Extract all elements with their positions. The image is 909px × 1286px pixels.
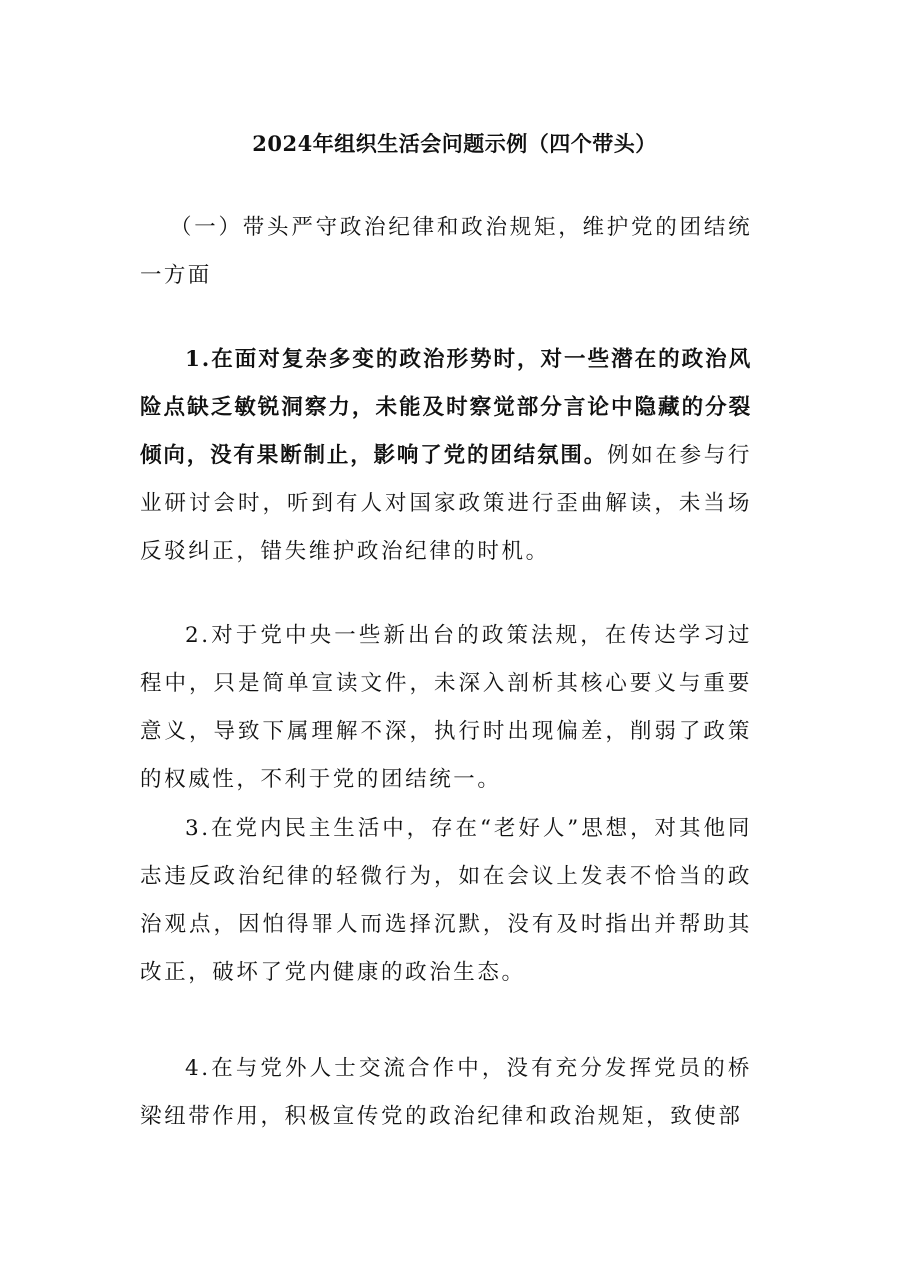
document-title: 2024年组织生活会问题示例（四个带头） [252, 131, 657, 156]
paragraph-item-1-bold: 1.在面对复杂多变的政治形势时，对一些潜在的政治风险点缺乏敏锐洞察力，未能及时察觉部分言论中隐藏的分裂倾向，没有果断制止，影响了党的团结氛围。 [140, 347, 752, 468]
paragraph-item-1 [140, 336, 752, 576]
section-heading: （一）带头严守政治纪律和政治规矩，维护党的团结统一方面 [140, 215, 752, 288]
paragraph-item-4: 4.在与党外人士交流合作中，没有充分发挥党员的桥梁纽带作用，积极宣传党的政治纪律和政治规矩，致使部 [140, 1056, 752, 1129]
paragraph-item-2: 2.对于党中央一些新出台的政策法规，在传达学习过程中，只是简单宣读文件，未深入剖析其核心要义与重要意义，导致下属理解不深，执行时出现偏差，削弱了政策的权威性，不利于党的团结统一。 [140, 623, 752, 792]
paragraph-item-1-text: 例如在参与行业研讨会时，听到有人对国家政策进行歪曲解读，未当场反驳纠正，错失维护政治纪律的时机。 [140, 443, 752, 564]
paragraph-item-3: 3.在党内民主生活中，存在“老好人”思想，对其他同志违反政治纪律的轻微行为，如在会议上发表不恰当的政治观点，因怕得罪人而选择沉默，没有及时指出并帮助其改正，破坏了党内健康的政治生态。 [140, 816, 752, 985]
